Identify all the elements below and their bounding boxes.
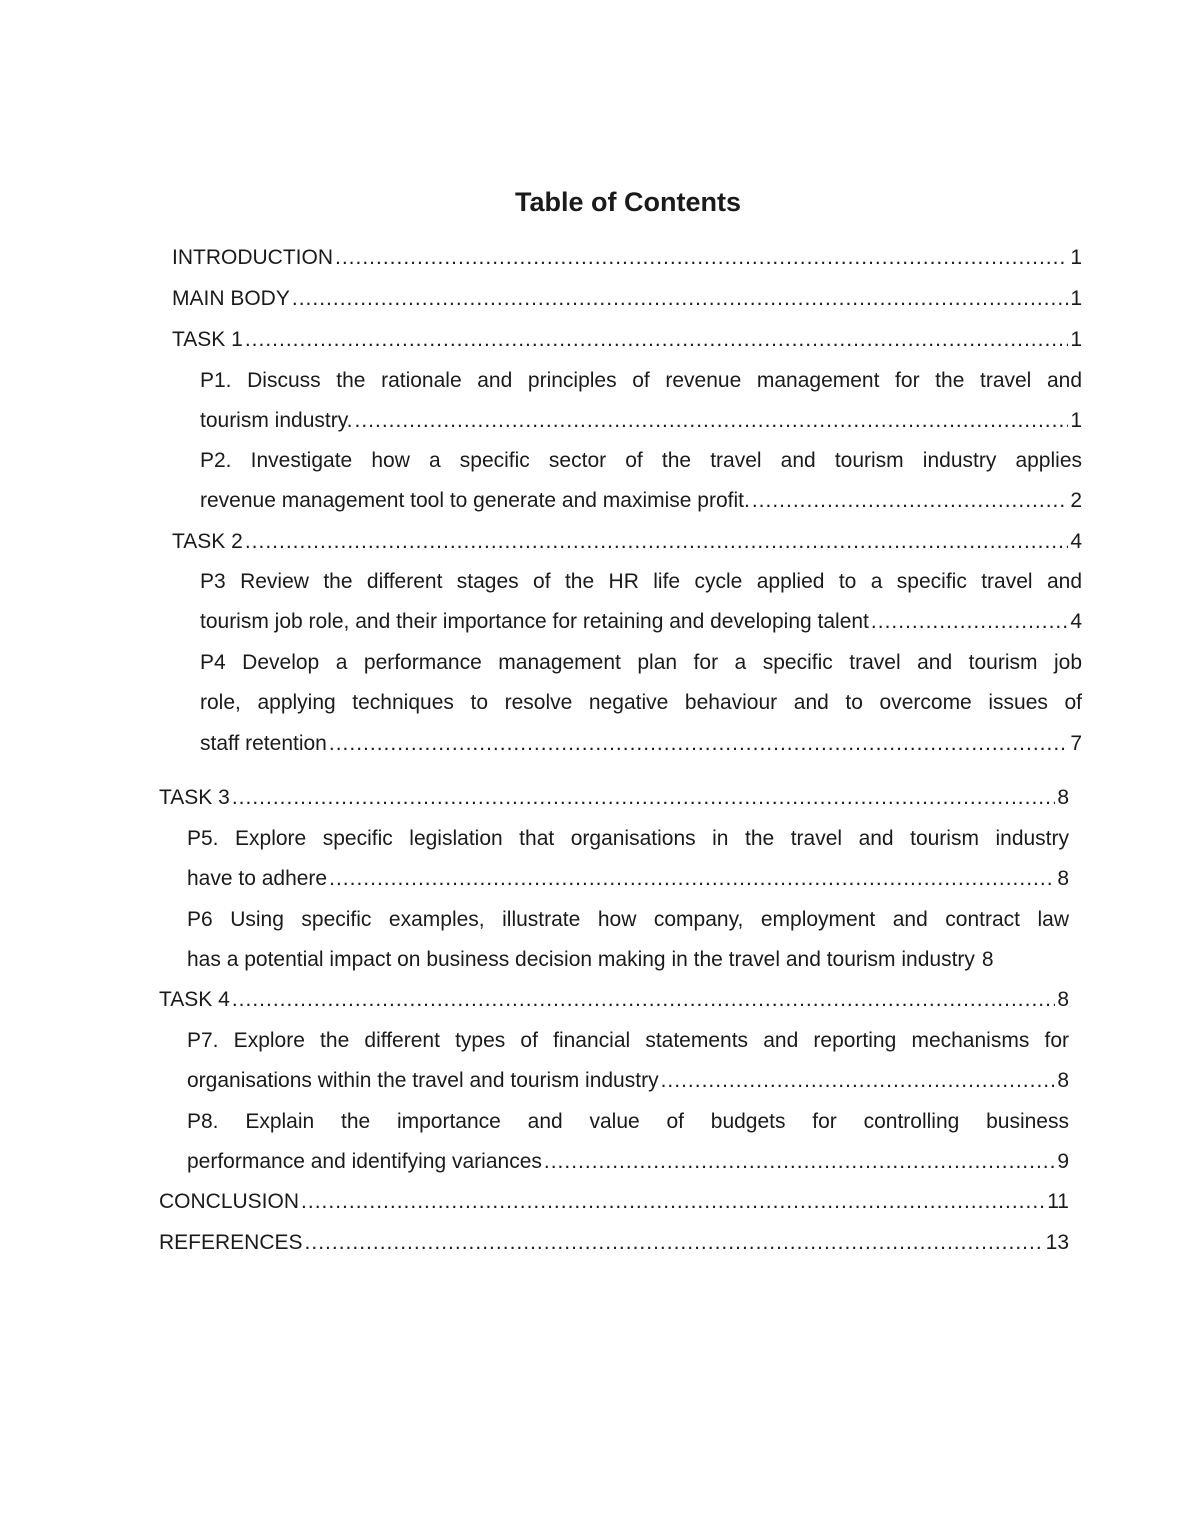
toc-entry-p7[interactable]: P7. Explore the different types of financial statements and reporting mechanisms for organisations within the travel and tourism industry ..... 8 — [187, 1021, 1069, 1102]
leader-dots — [752, 481, 1068, 521]
page-number: 11 — [1047, 1190, 1069, 1213]
page-number: 8 — [1057, 786, 1069, 809]
leader-dots — [245, 522, 1069, 562]
toc-entry-p6[interactable]: P6 Using specific examples, illustrate how company, employment and contract law has a potential impact on business decision making in the travel and tourism industry 8 — [187, 900, 1082, 981]
page-number: 8 — [1057, 1069, 1069, 1093]
toc-entry-conclusion[interactable]: CONCLUSION ..... 11 — [159, 1182, 1069, 1222]
toc-entry-p4[interactable]: P4 Develop a performance management plan for a specific travel and tourism job role, applying techniques to resolve negative behaviour and to overcome issues of staff retention ..... 7 — [200, 643, 1082, 764]
leader-dots — [245, 320, 1069, 360]
toc-entry-task-2[interactable]: TASK 2 ..... 4 — [172, 522, 1082, 562]
leader-dots — [661, 1061, 1056, 1101]
leader-dots — [292, 279, 1068, 319]
page-number: 8 — [1057, 988, 1069, 1011]
leader-dots — [232, 778, 1056, 818]
leader-dots — [871, 602, 1068, 642]
page-title: Table of Contents — [515, 187, 741, 217]
page-number: 8 — [1057, 867, 1069, 891]
toc-entry-p1[interactable]: P1. Discuss the rationale and principles of revenue management for the travel and tourism industry. ..... 1 — [200, 361, 1082, 442]
toc-entry-p8[interactable]: P8. Explain the importance and value of budgets for controlling business performance and identifying variances ..... 9 — [187, 1102, 1069, 1183]
toc-entry-main-body[interactable]: MAIN BODY ..... 1 — [172, 279, 1082, 319]
toc-entry-task-1[interactable]: TASK 1 ..... 1 — [172, 320, 1082, 360]
page-number: 7 — [1070, 731, 1082, 755]
page-number: 1 — [1070, 287, 1082, 310]
toc-entry-p3[interactable]: P3 Review the different stages of the HR life cycle applied to a specific travel and tourism job role, and their importance for retaining and developing talent ..... 4 — [200, 562, 1082, 643]
page-number: 4 — [1070, 610, 1082, 634]
page-number: 1 — [1070, 246, 1082, 269]
page-number: 4 — [1070, 530, 1082, 553]
leader-dots — [305, 1223, 1044, 1263]
page-number: 9 — [1057, 1150, 1069, 1174]
toc-entry-p2[interactable]: P2. Investigate how a specific sector of the travel and tourism industry applies revenue management tool to generate and maximise profit. ..... 2 — [200, 441, 1082, 522]
page-number: 8 — [981, 948, 994, 972]
leader-dots — [301, 1182, 1045, 1222]
leader-dots — [544, 1142, 1055, 1182]
toc-entry-task-3[interactable]: TASK 3 ..... 8 — [159, 778, 1069, 818]
page-number: 2 — [1070, 489, 1082, 513]
toc-entry-references[interactable]: REFERENCES ..... 13 — [159, 1223, 1069, 1263]
leader-dots — [335, 238, 1068, 278]
leader-dots — [355, 401, 1069, 441]
page-number: 1 — [1070, 409, 1082, 433]
toc-entry-p5[interactable]: P5. Explore specific legislation that organisations in the travel and tourism industry have to adhere ..... 8 — [187, 819, 1069, 900]
leader-dots — [329, 724, 1068, 764]
page-number: 1 — [1070, 328, 1082, 351]
leader-dots — [329, 859, 1055, 899]
leader-dots — [232, 980, 1056, 1020]
page-number: 13 — [1045, 1231, 1069, 1254]
toc-entry-introduction[interactable]: INTRODUCTION ..... 1 — [172, 238, 1082, 278]
toc-entry-task-4[interactable]: TASK 4 ..... 8 — [159, 980, 1069, 1020]
